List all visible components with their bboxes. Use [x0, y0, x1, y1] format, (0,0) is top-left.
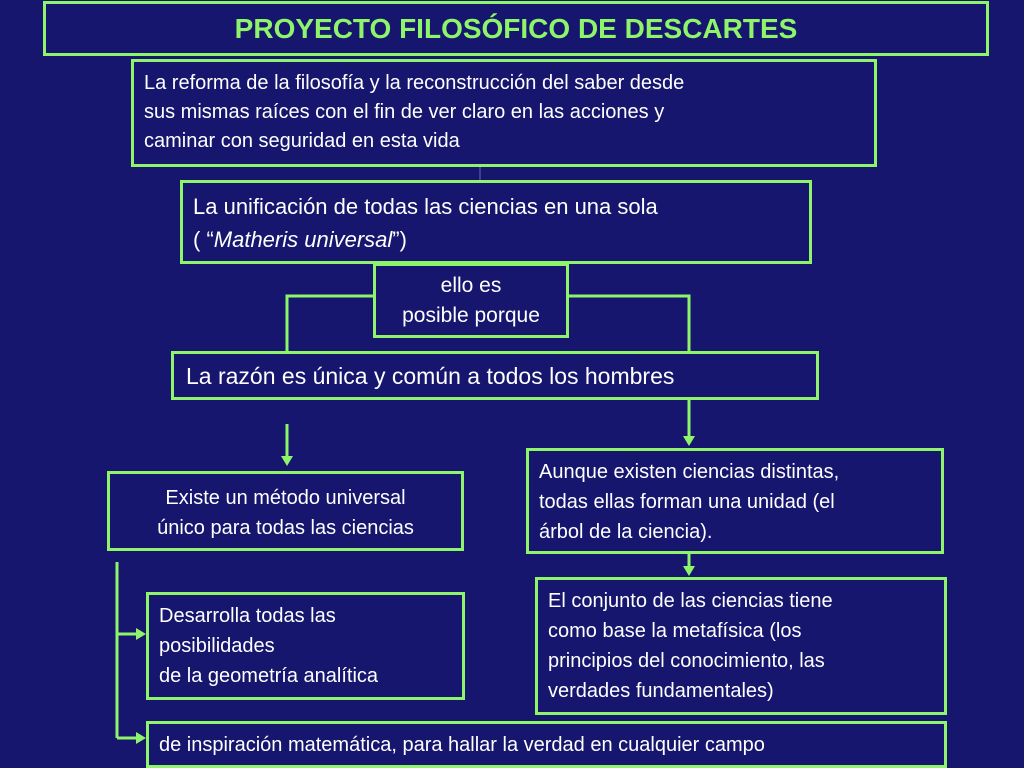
unificacion-close: ”) — [392, 227, 407, 252]
unificacion-open: ( “ — [193, 227, 214, 252]
arrowhead-geometria — [136, 628, 146, 640]
matheris-universal: Matheris universal — [213, 227, 393, 252]
box-metodo: Existe un método universal único para todas las ciencias — [107, 471, 464, 551]
connector-left-bracket — [287, 296, 373, 351]
unificacion-text: La unificación de todas las ciencias en una sola — [193, 194, 658, 219]
box-unificacion — [180, 180, 812, 264]
box-razon: La razón es única y común a todos los hombres — [171, 351, 819, 400]
box-aunque: Aunque existen ciencias distintas, todas ellas forman una unidad (el árbol de la ciencia). — [526, 448, 944, 554]
arrowhead-inspiracion — [136, 732, 146, 744]
box-inspiracion: de inspiración matemática, para hallar la verdad en cualquier campo — [146, 721, 947, 768]
box-reforma: La reforma de la filosofía y la reconstrucción del saber desde sus mismas raíces con el fin de ver claro en las acciones y caminar con seguridad en esta vida — [131, 59, 877, 167]
arrowhead-metodo — [281, 456, 293, 466]
box-metafisica: El conjunto de las ciencias tiene como base la metafísica (los principios del conocimiento, las verdades fundamentales) — [535, 577, 947, 715]
page-title: PROYECTO FILOSÓFICO DE DESCARTES — [43, 1, 989, 56]
connector-right-bracket — [569, 296, 689, 351]
box-geometria: Desarrolla todas las posibilidades de la geometría analítica — [146, 592, 465, 700]
arrowhead-aunque — [683, 436, 695, 446]
arrowhead-metafisica — [683, 566, 695, 576]
box-ello-es: ello es posible porque — [373, 263, 569, 338]
